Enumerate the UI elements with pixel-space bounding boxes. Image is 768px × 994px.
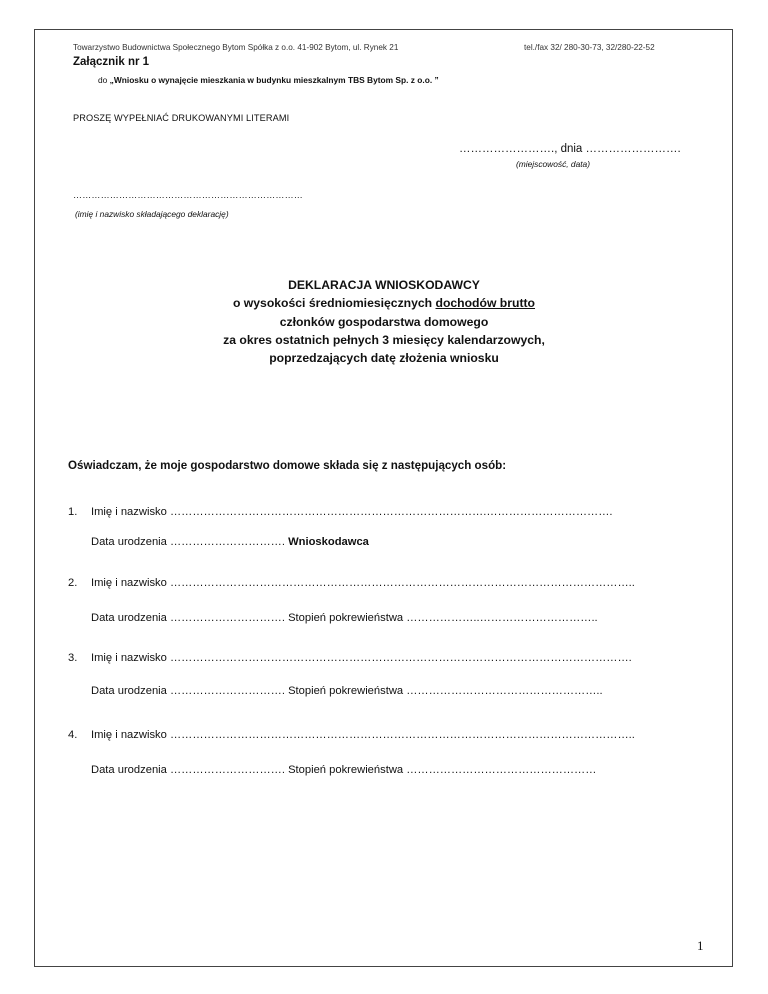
place-date-field[interactable]: ……………………., dnia ……………………. — [459, 143, 681, 155]
person-2-birth-row — [91, 612, 598, 624]
person-3-birth-row — [91, 685, 603, 697]
title-line-4: za okres ostatnich pełnych 3 miesięcy kalendarzowych, — [223, 332, 545, 347]
title-line-2 — [0, 294, 768, 312]
person-3-birthdate-field[interactable]: Data urodzenia …………………………. — [91, 685, 289, 697]
attachment-ref-prefix: do — [98, 75, 110, 85]
company-address: Towarzystwo Budownictwa Społecznego Bytom Spółka z o.o. 41-902 Bytom, ul. Rynek 21 — [73, 43, 399, 52]
person-4-birthdate-field[interactable]: Data urodzenia …………………………. — [91, 764, 289, 776]
attachment-reference — [98, 75, 439, 85]
page-border — [34, 29, 733, 967]
household-statement: Oświadczam, że moje gospodarstwo domowe składa się z następujących osób: — [68, 459, 507, 472]
person-2-name-field[interactable]: Imię i nazwisko …………………………………………………………………………………………………………….. — [91, 577, 635, 589]
title-underlined-text: dochodów brutto — [435, 296, 536, 311]
person-number: 1. — [68, 506, 78, 518]
person-4-relation-field[interactable]: Stopień pokrewieństwa …………………………………………… — [288, 764, 597, 776]
place-date-caption: (miejscowość, data) — [516, 159, 591, 169]
person-1-relation: Wnioskodawca — [288, 536, 369, 548]
person-4-birth-row — [91, 764, 596, 776]
person-3-name-field[interactable]: Imię i nazwisko ……………………………………………………………………………………………………………. — [91, 652, 632, 664]
company-phone: tel./fax 32/ 280-30-73, 32/280-22-52 — [524, 43, 655, 52]
person-3-relation-field[interactable]: Stopień pokrewieństwa …………………………………………….. — [288, 685, 603, 697]
person-number: 4. — [68, 729, 78, 741]
title-line-2-text: o wysokości średniomiesięcznych — [232, 296, 436, 311]
person-1-birthdate-field[interactable]: Data urodzenia …………………………. — [91, 536, 289, 548]
person-4-name-field[interactable]: Imię i nazwisko …………………………………………………………………………………………………………….. — [91, 729, 635, 741]
title-line-1: DEKLARACJA WNIOSKODAWCY — [288, 278, 480, 292]
declarant-name-field[interactable]: ………………………………………………………………… — [73, 190, 303, 200]
title-line-5: poprzedzających datę złożenia wniosku — [269, 351, 499, 366]
person-1-birth-row — [91, 536, 369, 548]
person-2-relation-field[interactable]: Stopień pokrewieństwa ………………..………………………….. — [288, 612, 598, 624]
person-number: 3. — [68, 652, 78, 664]
title-line-3: członków gospodarstwa domowego — [279, 314, 489, 329]
attachment-ref-title: „Wniosku o wynajęcie mieszkania w budynku mieszkalnym TBS Bytom Sp. z o.o. ” — [109, 75, 439, 85]
person-2-birthdate-field[interactable]: Data urodzenia …………………………. — [91, 612, 289, 624]
person-1-name-field[interactable]: Imię i nazwisko ………………………………………………………………………….……………………………. — [91, 506, 613, 518]
fill-instruction: PROSZĘ WYPEŁNIAĆ DRUKOWANYMI LITERAMI — [73, 113, 290, 123]
declarant-caption: (imię i nazwisko składającego deklarację) — [75, 209, 229, 219]
page-number: 1 — [697, 938, 704, 953]
declaration-title — [0, 276, 768, 367]
person-number: 2. — [68, 577, 78, 589]
attachment-label: Załącznik nr 1 — [73, 56, 150, 68]
